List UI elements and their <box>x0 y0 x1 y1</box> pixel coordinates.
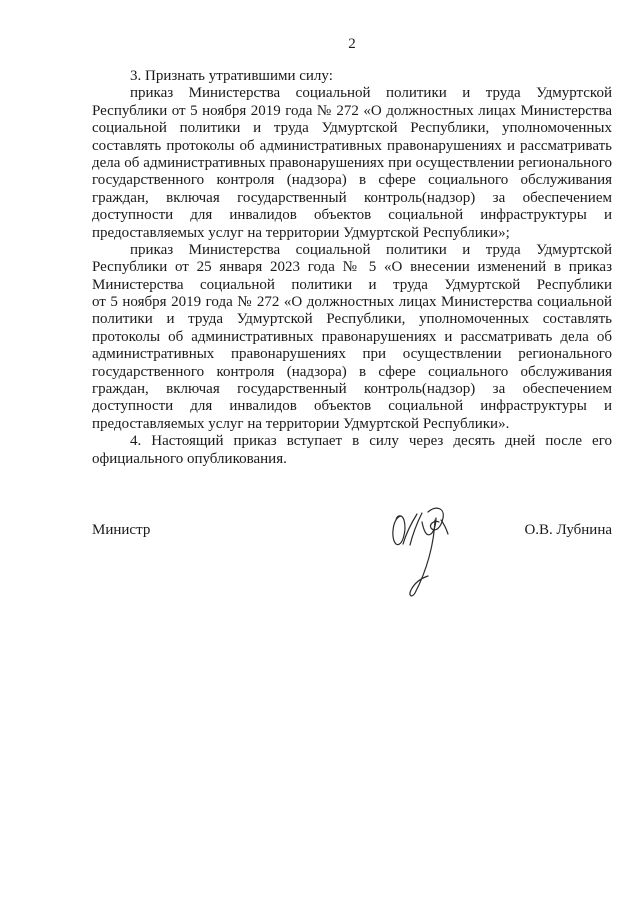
document-body <box>92 68 612 468</box>
paragraph-line: Министерства социальной политики и труда Удмуртской Республики <box>92 276 612 293</box>
signatory-name: О.В. Лубнина <box>524 522 612 538</box>
paragraph-line: 3. Признать утратившими силу: <box>130 68 333 84</box>
paragraph-line: граждан, включая государственный контроль(надзор) за обеспечением <box>92 381 612 398</box>
paragraph-line: административных правонарушениях при осуществлении регионального <box>92 346 612 363</box>
paragraph-line: протоколы об административных правонарушениях и рассматривать дела об <box>92 328 612 345</box>
paragraph-line: приказ Министерства социальной политики и труда Удмуртской <box>130 241 612 258</box>
paragraph-line: Республики от 25 января 2023 года № 5 «О внесении изменений в приказ <box>92 259 612 276</box>
paragraph-line: приказ Министерства социальной политики и труда Удмуртской <box>130 85 612 102</box>
paragraph-line: граждан, включая государственный контроль(надзор) за обеспечением <box>92 189 612 206</box>
page-number: 2 <box>348 36 356 52</box>
signatory-position: Министр <box>92 522 151 538</box>
paragraph <box>92 68 612 85</box>
paragraph-line: от 5 ноября 2019 года № 272 «О должностных лицах Министерства социальной <box>92 294 612 311</box>
paragraph-line: предоставляемых услуг на территории Удмуртской Республики»; <box>92 224 510 241</box>
paragraph-line: Республики от 5 ноября 2019 года № 272 «О должностных лицах Министерства <box>92 102 612 119</box>
paragraph <box>92 242 612 433</box>
paragraph <box>92 433 612 468</box>
paragraph-line: 4. Настоящий приказ вступает в силу через десять дней после его <box>130 433 612 450</box>
handwritten-signature <box>384 500 456 600</box>
paragraph-line: предоставляемых услуг на территории Удмуртской Республики». <box>92 415 510 432</box>
signature-row <box>92 522 612 542</box>
paragraph-line: политики и труда Удмуртской Республики, уполномоченных составлять <box>92 311 612 328</box>
paragraph-line: социальной политики и труда Удмуртской Республики, уполномоченных <box>92 120 612 137</box>
paragraph <box>92 85 612 242</box>
paragraph-line: доступности для инвалидов объектов социальной инфраструктуры и <box>92 207 612 224</box>
paragraph-line: официального опубликования. <box>92 450 287 467</box>
paragraph-line: государственного контроля (надзора) в сфере социального обслуживания <box>92 172 612 189</box>
paragraph-line: доступности для инвалидов объектов социальной инфраструктуры и <box>92 398 612 415</box>
paragraph-line: составлять протоколы об административных правонарушениях и рассматривать <box>92 137 612 154</box>
paragraph-line: государственного контроля (надзора) в сфере социального обслуживания <box>92 363 612 380</box>
paragraph-line: дела об административных правонарушениях при осуществлении регионального <box>92 154 612 171</box>
